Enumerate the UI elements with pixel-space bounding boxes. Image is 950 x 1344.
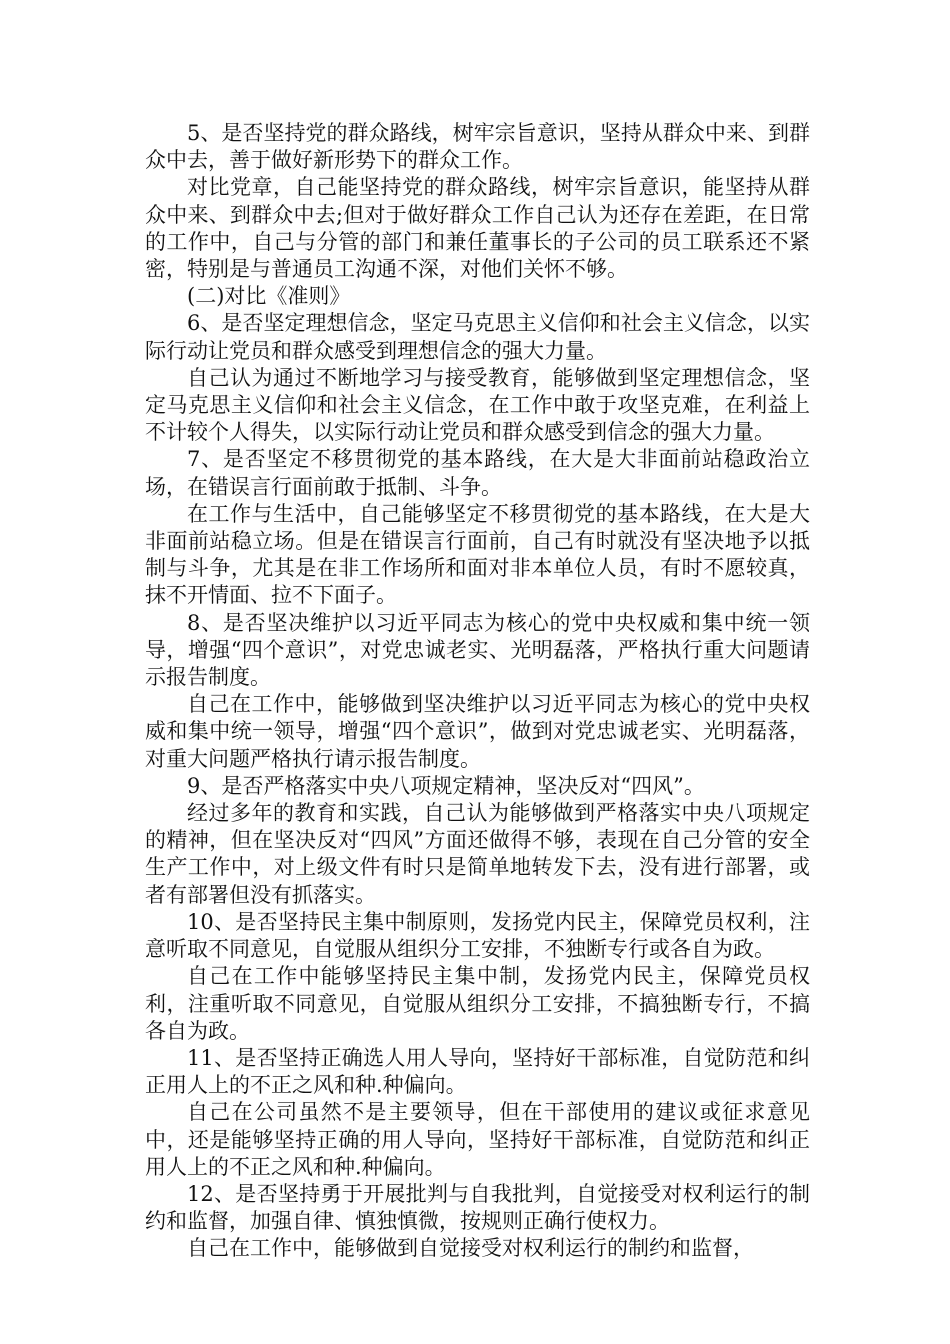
paragraph-item-8-answer: 自己在工作中，能够做到坚决维护以习近平同志为核心的党中央权威和集中统一领导，增强“四个意识”，做到对党忠诚老实、光明磊落，对重大问题严格执行请示报告制度。 <box>145 692 810 771</box>
paragraph-item-12-question: 12、是否坚持勇于开展批判与自我批判，自觉接受对权利运行的制约和监督，加强自律、慎独慎微，按规则正确行使权力。 <box>145 1181 810 1234</box>
paragraph-item-6-question: 6、是否坚定理想信念，坚定马克思主义信仰和社会主义信念，以实际行动让党员和群众感受到理想信念的强大力量。 <box>145 311 810 363</box>
paragraph-item-9-answer: 经过多年的教育和实践，自己认为能够做到严格落实中央八项规定的精神，但在坚决反对“四风”方面还做得不够，表现在自己分管的安全生产工作中，对上级文件有时只是简单地转发下去，没有进行部署，或者有部署但没有抓落实。 <box>145 801 810 907</box>
paragraph-item-11-question: 11、是否坚持正确选人用人导向，坚持好干部标准，自觉防范和纠正用人上的不正之风和种.种偏向。 <box>145 1045 810 1098</box>
paragraph-item-5-answer: 对比党章，自己能坚持党的群众路线，树牢宗旨意识，能坚持从群众中来、到群众中去;但对于做好群众工作自己认为还存在差距，在日常的工作中，自己与分管的部门和兼任董事长的子公司的员工联系还不紧密，特别是与普通员工沟通不深，对他们关怀不够。 <box>145 175 810 282</box>
paragraph-item-5-question: 5、是否坚持党的群众路线，树牢宗旨意识，坚持从群众中来、到群众中去，善于做好新形势下的群众工作。 <box>145 121 810 173</box>
paragraph-item-12-answer: 自己在工作中，能够做到自觉接受对权利运行的制约和监督， <box>187 1236 754 1261</box>
paragraph-item-6-answer: 自己认为通过不断地学习与接受教育，能够做到坚定理想信念，坚定马克思主义信仰和社会主义信念，在工作中敢于攻坚克难，在利益上不计较个人得失，以实际行动让党员和群众感受到信念的强大力量。 <box>145 365 810 445</box>
paragraph-item-11-answer: 自己在公司虽然不是主要领导，但在干部使用的建议或征求意见中，还是能够坚持正确的用人导向，坚持好干部标准，自觉防范和纠正用人上的不正之风和种.种偏向。 <box>145 1100 810 1179</box>
paragraph-item-9-question: 9、是否严格落实中央八项规定精神，坚决反对“四风”。 <box>187 773 705 798</box>
section-heading-guidelines: (二)对比《准则》 <box>187 284 351 309</box>
paragraph-item-7-question: 7、是否坚定不移贯彻党的基本路线，在大是大非面前站稳政治立场，在错误言行面前敢于抵制、斗争。 <box>145 447 810 499</box>
paragraph-item-7-answer: 在工作与生活中，自己能够坚定不移贯彻党的基本路线，在大是大非面前站稳立场。但是在错误言行面前，自己有时就没有坚决地予以抵制与斗争，尤其是在非工作场所和面对非本单位人员，有时不愿较真，抹不开情面、拉不下面子。 <box>145 501 810 608</box>
document-body <box>145 120 810 1263</box>
paragraph-item-10-answer: 自己在工作中能够坚持民主集中制，发扬党内民主，保障党员权利，注重听取不同意见，自觉服从组织分工安排，不搞独断专行，不搞各自为政。 <box>145 964 810 1043</box>
paragraph-item-8-question: 8、是否坚决维护以习近平同志为核心的党中央权威和集中统一领导，增强“四个意识”，对党忠诚老实、光明磊落，严格执行重大问题请示报告制度。 <box>145 610 810 690</box>
paragraph-item-10-question: 10、是否坚持民主集中制原则，发扬党内民主，保障党员权利，注意听取不同意见，自觉服从组织分工安排，不独断专行或各自为政。 <box>145 909 810 962</box>
